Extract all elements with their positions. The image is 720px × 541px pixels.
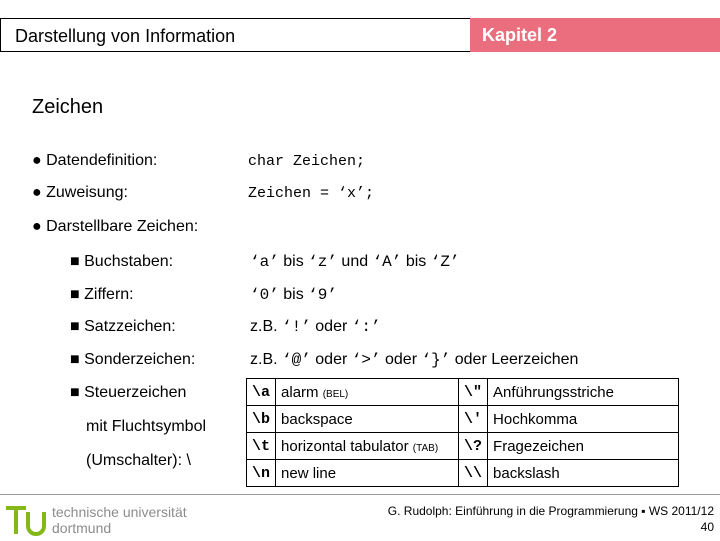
satzzeichen-value <box>250 318 381 336</box>
escape-row <box>247 406 679 433</box>
bullet-icon: ● <box>32 218 42 235</box>
description-text: alarm <box>281 383 319 401</box>
text: oder <box>380 351 422 368</box>
chapter-label: Kapitel 2 <box>482 25 558 45</box>
satzzeichen-label: Satzzeichen: <box>84 318 176 335</box>
datendefinition-code: char Zeichen; <box>248 153 366 170</box>
bullet-icon: ● <box>32 184 42 201</box>
darstellbar-label: Darstellbare Zeichen: <box>46 218 199 235</box>
bullet-darstellbar <box>32 218 198 236</box>
logo-text <box>52 504 187 536</box>
escape-row <box>247 460 679 487</box>
text: oder <box>310 318 352 335</box>
code-char: ‘!’ <box>282 318 311 336</box>
sub-bullet-satzzeichen <box>70 318 176 336</box>
escape-description <box>276 433 459 460</box>
credit-text: G. Rudolph: Einführung in die Programmierung ▪ WS 2011/12 <box>387 504 714 518</box>
bullet-datendefinition <box>32 152 157 170</box>
code-char: ‘@’ <box>282 351 311 369</box>
escape-description: Hochkomma <box>488 406 679 433</box>
square-bullet-icon: ■ <box>70 351 80 368</box>
code-char: ‘z’ <box>308 253 337 271</box>
text: bis <box>278 253 309 270</box>
sonderzeichen-label: Sonderzeichen: <box>84 351 196 368</box>
escape-code: \a <box>247 379 276 406</box>
description-note: (TAB) <box>412 442 439 454</box>
bullet-icon: ● <box>32 152 42 169</box>
square-bullet-icon: ■ <box>70 384 80 401</box>
escape-sequence-table <box>246 378 679 487</box>
escape-code: \\ <box>459 460 488 487</box>
text: oder <box>310 351 352 368</box>
escape-row <box>247 379 679 406</box>
escape-code: \' <box>459 406 488 433</box>
code-char: ‘Z’ <box>430 253 460 271</box>
ziffern-value <box>250 286 337 304</box>
logo-line-2: dortmund <box>52 520 112 536</box>
description-note: (BEL) <box>322 388 349 400</box>
section-title: Zeichen <box>32 96 104 118</box>
description-text: horizontal tabulator <box>281 437 409 455</box>
steuerzeichen-label-2: mit Fluchtsymbol <box>86 418 207 435</box>
sonderzeichen-value <box>250 351 578 369</box>
text: oder Leerzeichen <box>450 351 579 368</box>
bullet-zuweisung <box>32 184 128 202</box>
logo-line-1: technische universität <box>52 504 187 520</box>
square-bullet-icon: ■ <box>70 286 80 303</box>
code-char: ‘A’ <box>372 253 402 271</box>
code-char: ‘>’ <box>351 351 381 369</box>
steuerzeichen-label-3: (Umschalter): \ <box>86 452 191 469</box>
escape-code: \t <box>247 433 276 460</box>
footer-credit <box>388 503 714 535</box>
steuerzeichen-label: Steuerzeichen <box>84 384 187 401</box>
code-char: ‘a’ <box>250 253 279 271</box>
text: und <box>336 253 373 270</box>
text: bis <box>278 286 309 303</box>
escape-description <box>276 379 459 406</box>
escape-code: \? <box>459 433 488 460</box>
escape-row <box>247 433 679 460</box>
escape-description <box>276 460 459 487</box>
header-chapter-bar <box>470 18 720 52</box>
escape-description <box>276 406 459 433</box>
ziffern-label: Ziffern: <box>84 286 134 303</box>
header-title: Darstellung von Information <box>15 26 236 46</box>
datendefinition-label: Datendefinition: <box>46 152 158 169</box>
sub-bullet-ziffern <box>70 286 134 304</box>
sub-bullet-buchstaben <box>70 253 173 271</box>
text: z.B. <box>250 351 283 368</box>
text: z.B. <box>250 318 283 335</box>
description-text: new line <box>281 464 337 482</box>
escape-description: Fragezeichen <box>488 433 679 460</box>
escape-code: \b <box>247 406 276 433</box>
sub-bullet-steuerzeichen <box>70 384 186 402</box>
escape-description: Anführungsstriche <box>488 379 679 406</box>
code-char: ‘0’ <box>250 286 279 304</box>
code-char: ‘9’ <box>308 286 337 304</box>
escape-code: \" <box>459 379 488 406</box>
sub-bullet-sonderzeichen <box>70 351 195 369</box>
code-char: ‘:’ <box>351 318 381 336</box>
escape-code: \n <box>247 460 276 487</box>
text: bis <box>401 253 431 270</box>
code-char: ‘}’ <box>421 351 451 369</box>
buchstaben-label: Buchstaben: <box>84 253 174 270</box>
buchstaben-value <box>250 253 460 271</box>
tu-dortmund-logo-icon <box>4 504 48 541</box>
page-number: 40 <box>700 520 714 534</box>
square-bullet-icon: ■ <box>70 318 80 335</box>
zuweisung-label: Zuweisung: <box>46 184 128 201</box>
square-bullet-icon: ■ <box>70 253 80 270</box>
description-text: backspace <box>281 410 353 428</box>
escape-description: backslash <box>488 460 679 487</box>
footer-divider <box>0 494 720 495</box>
header-title-bar <box>0 18 470 52</box>
zuweisung-code: Zeichen = ‘x’; <box>248 185 375 202</box>
